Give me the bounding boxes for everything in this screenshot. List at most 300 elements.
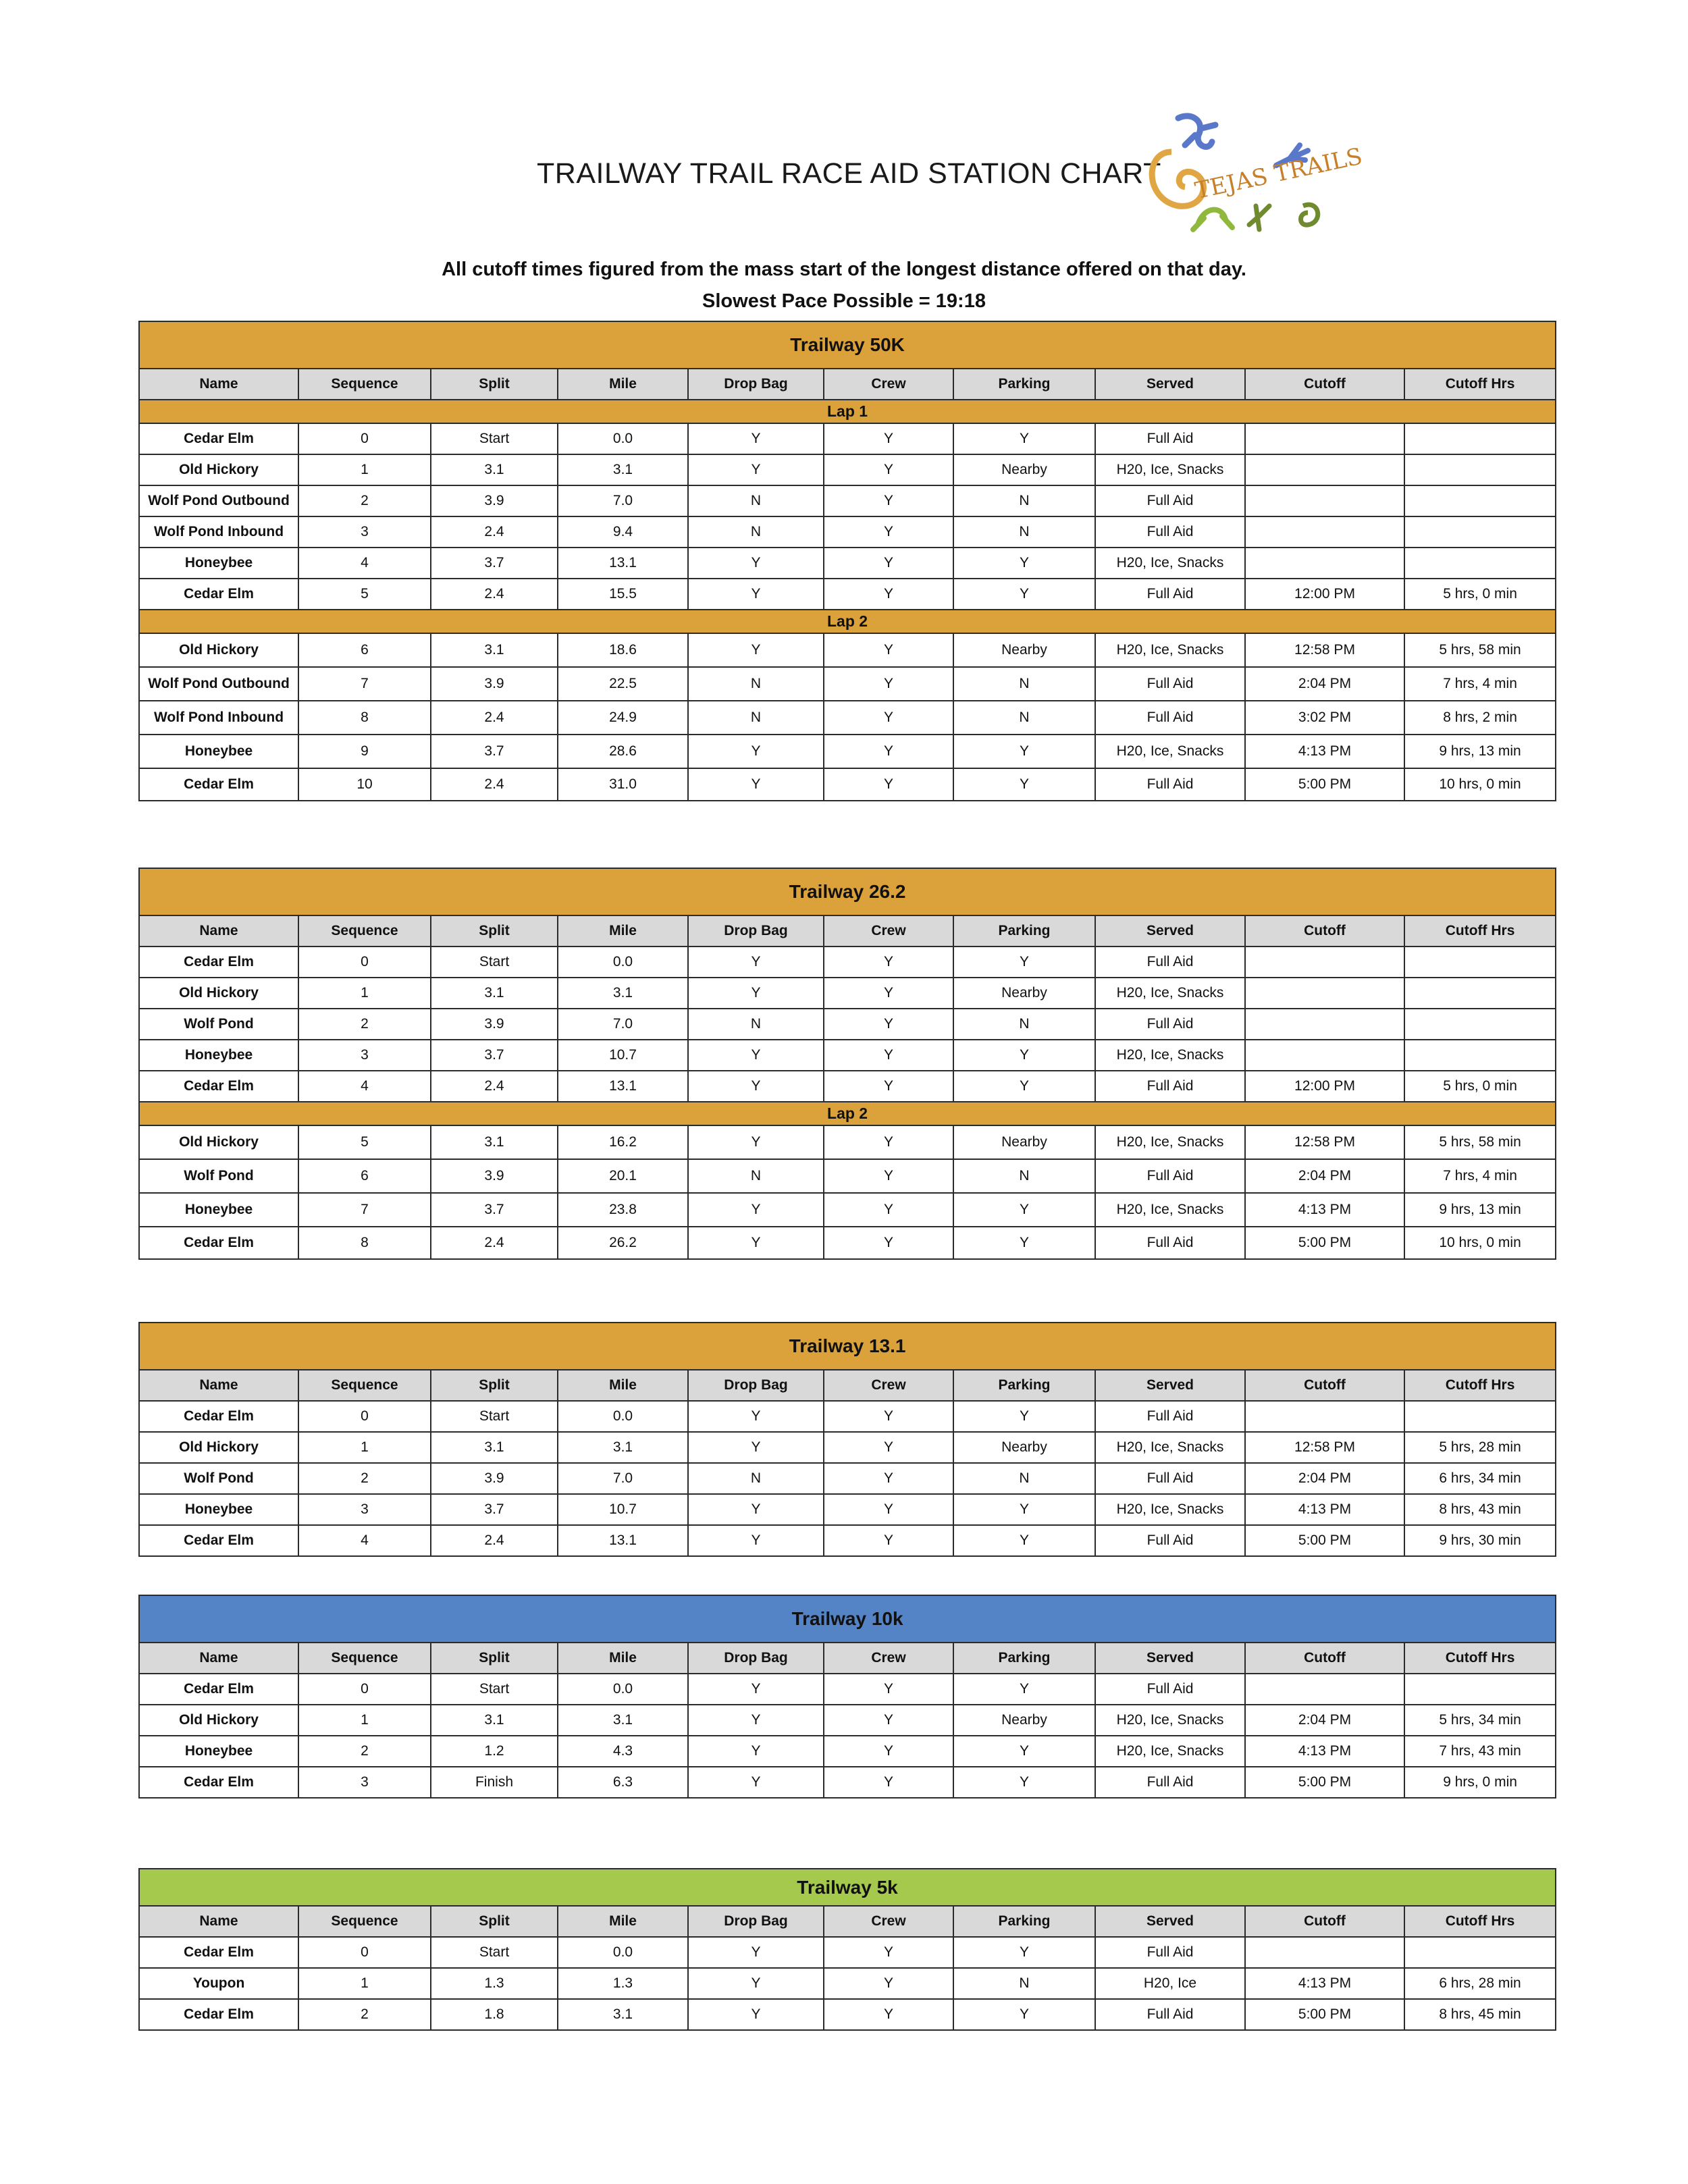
table-cell: [1404, 947, 1556, 978]
table-cell: 22.5: [558, 667, 688, 701]
station-name: Cedar Elm: [139, 1401, 298, 1432]
table-cell: Y: [824, 1009, 953, 1040]
table-cell: 10 hrs, 0 min: [1404, 1227, 1556, 1259]
column-header: Cutoff Hrs: [1404, 915, 1556, 947]
table-row: [139, 1494, 1556, 1525]
table-cell: 8 hrs, 45 min: [1404, 1999, 1556, 2030]
table-cell: H20, Ice, Snacks: [1095, 1432, 1245, 1463]
column-header: Mile: [558, 1643, 688, 1674]
table-cell: [1245, 423, 1404, 454]
table-cell: 3.7: [431, 735, 558, 768]
table-cell: Y: [688, 1494, 824, 1525]
column-header: Cutoff: [1245, 1370, 1404, 1401]
table-cell: Y: [688, 548, 824, 579]
station-name: Wolf Pond: [139, 1463, 298, 1494]
table-cell: Y: [824, 423, 953, 454]
table-row: [139, 1999, 1556, 2030]
column-header: Parking: [953, 1643, 1095, 1674]
table-cell: 3.9: [431, 1463, 558, 1494]
table-cell: Full Aid: [1095, 1674, 1245, 1705]
page-title: TRAILWAY TRAIL RACE AID STATION CHART: [537, 157, 1161, 190]
table-cell: Y: [824, 1401, 953, 1432]
table-cell: Y: [953, 768, 1095, 801]
table-cell: Y: [824, 1463, 953, 1494]
table-cell: Y: [824, 516, 953, 548]
table-cell: 5 hrs, 58 min: [1404, 633, 1556, 667]
table-cell: 12:00 PM: [1245, 579, 1404, 610]
column-header: Cutoff: [1245, 369, 1404, 400]
column-header: Cutoff: [1245, 915, 1404, 947]
table-row: [139, 1227, 1556, 1259]
table-row: [139, 978, 1556, 1009]
table-cell: Y: [824, 1494, 953, 1525]
table-cell: [1245, 1040, 1404, 1071]
table-cell: Y: [688, 579, 824, 610]
table-row: [139, 1525, 1556, 1556]
cutoff-note: All cutoff times figured from the mass start of the longest distance offered on that day.: [442, 259, 1246, 280]
table-cell: Y: [688, 735, 824, 768]
column-header: Sequence: [298, 369, 431, 400]
table-cell: Y: [953, 1525, 1095, 1556]
table-cell: Y: [953, 1193, 1095, 1227]
table-cell: Full Aid: [1095, 1463, 1245, 1494]
table-cell: H20, Ice, Snacks: [1095, 1193, 1245, 1227]
table-cell: H20, Ice, Snacks: [1095, 735, 1245, 768]
table-cell: Full Aid: [1095, 579, 1245, 610]
spiral-icon: [1301, 205, 1318, 225]
table-cell: 2: [298, 1736, 431, 1767]
table-cell: Y: [688, 1193, 824, 1227]
column-header: Name: [139, 915, 298, 947]
table-cell: 1.2: [431, 1736, 558, 1767]
table-cell: 3.1: [431, 1705, 558, 1736]
table-cell: Y: [688, 1125, 824, 1159]
lap-row: [139, 400, 1556, 423]
table-cell: 3.7: [431, 1494, 558, 1525]
column-header: Mile: [558, 915, 688, 947]
table-cell: 3.9: [431, 485, 558, 516]
table-cell: Y: [824, 735, 953, 768]
table-cell: 4.3: [558, 1736, 688, 1767]
table-cell: H20, Ice, Snacks: [1095, 548, 1245, 579]
station-name: Wolf Pond: [139, 1009, 298, 1040]
table-cell: Full Aid: [1095, 1937, 1245, 1968]
table-cell: 2:04 PM: [1245, 1705, 1404, 1736]
column-header: Drop Bag: [688, 1906, 824, 1937]
table-cell: Nearby: [953, 1705, 1095, 1736]
race-table-50k: [138, 321, 1556, 801]
table-row: [139, 1159, 1556, 1193]
race-title-row: [139, 868, 1556, 915]
column-header: Served: [1095, 1370, 1245, 1401]
table-cell: Y: [953, 1227, 1095, 1259]
table-cell: Y: [953, 1674, 1095, 1705]
table-cell: [1404, 485, 1556, 516]
column-header: Crew: [824, 1643, 953, 1674]
table-cell: 3.7: [431, 1193, 558, 1227]
table-cell: Y: [824, 667, 953, 701]
table-cell: Full Aid: [1095, 701, 1245, 735]
column-header: Cutoff Hrs: [1404, 369, 1556, 400]
station-name: Cedar Elm: [139, 1525, 298, 1556]
station-name: Cedar Elm: [139, 1071, 298, 1102]
table-cell: Y: [824, 1227, 953, 1259]
column-header: Name: [139, 369, 298, 400]
table-row: [139, 516, 1556, 548]
table-cell: 10 hrs, 0 min: [1404, 768, 1556, 801]
table-row: [139, 701, 1556, 735]
table-cell: 3.1: [431, 1432, 558, 1463]
table-cell: 1: [298, 978, 431, 1009]
column-header: Cutoff Hrs: [1404, 1370, 1556, 1401]
table-cell: Start: [431, 1674, 558, 1705]
table-cell: 5: [298, 579, 431, 610]
table-cell: Y: [688, 1040, 824, 1071]
table-cell: Y: [824, 1040, 953, 1071]
column-header: Drop Bag: [688, 369, 824, 400]
column-header-row: [139, 369, 1556, 400]
station-name: Wolf Pond Inbound: [139, 516, 298, 548]
column-header: Crew: [824, 1370, 953, 1401]
table-cell: [1245, 1009, 1404, 1040]
table-cell: [1245, 1401, 1404, 1432]
race-title: Trailway 13.1: [139, 1323, 1556, 1370]
table-cell: Finish: [431, 1767, 558, 1798]
table-cell: 7 hrs, 43 min: [1404, 1736, 1556, 1767]
table-cell: Start: [431, 947, 558, 978]
table-cell: Y: [688, 633, 824, 667]
table-cell: [1404, 1009, 1556, 1040]
table-cell: 5:00 PM: [1245, 1767, 1404, 1798]
lizard-icon: [1178, 116, 1215, 147]
table-row: [139, 454, 1556, 485]
table-cell: 2: [298, 1009, 431, 1040]
table-cell: Full Aid: [1095, 667, 1245, 701]
table-cell: Y: [824, 454, 953, 485]
table-cell: 3.1: [558, 978, 688, 1009]
table-cell: 0: [298, 947, 431, 978]
table-cell: 8: [298, 701, 431, 735]
table-row: [139, 1193, 1556, 1227]
table-cell: Y: [688, 1401, 824, 1432]
lap-row: [139, 1102, 1556, 1125]
table-row: [139, 485, 1556, 516]
table-cell: Y: [688, 454, 824, 485]
station-name: Cedar Elm: [139, 947, 298, 978]
table-row: [139, 423, 1556, 454]
figure-icon: [1249, 206, 1269, 230]
table-cell: 1.3: [431, 1968, 558, 1999]
table-cell: Full Aid: [1095, 1227, 1245, 1259]
table-cell: Nearby: [953, 454, 1095, 485]
table-cell: N: [953, 1159, 1095, 1193]
table-cell: Y: [953, 1999, 1095, 2030]
table-cell: Y: [824, 701, 953, 735]
table-cell: Full Aid: [1095, 485, 1245, 516]
table-cell: 3.1: [558, 1705, 688, 1736]
lap-label: Lap 2: [139, 610, 1556, 633]
column-header-row: [139, 1370, 1556, 1401]
table-cell: Y: [688, 1968, 824, 1999]
table-cell: Y: [688, 768, 824, 801]
table-cell: Y: [824, 1968, 953, 1999]
table-cell: H20, Ice: [1095, 1968, 1245, 1999]
table-cell: 9 hrs, 13 min: [1404, 735, 1556, 768]
table-cell: 2.4: [431, 579, 558, 610]
column-header: Crew: [824, 915, 953, 947]
table-cell: Full Aid: [1095, 516, 1245, 548]
table-cell: 7.0: [558, 485, 688, 516]
table-cell: N: [953, 667, 1095, 701]
table-cell: 10.7: [558, 1040, 688, 1071]
race-title-row: [139, 1869, 1556, 1906]
table-cell: [1404, 1401, 1556, 1432]
table-cell: 0.0: [558, 1401, 688, 1432]
table-cell: Y: [953, 1736, 1095, 1767]
table-cell: 2: [298, 485, 431, 516]
column-header: Drop Bag: [688, 1370, 824, 1401]
race-table-10k: [138, 1595, 1556, 1799]
table-cell: Full Aid: [1095, 1401, 1245, 1432]
table-cell: Y: [688, 423, 824, 454]
table-cell: Y: [824, 1937, 953, 1968]
logo-text: TEJAS TRAILS: [1192, 142, 1365, 205]
column-header-row: [139, 1643, 1556, 1674]
station-name: Cedar Elm: [139, 423, 298, 454]
table-cell: 3:02 PM: [1245, 701, 1404, 735]
table-cell: Y: [824, 1525, 953, 1556]
station-name: Cedar Elm: [139, 1767, 298, 1798]
table-cell: 7 hrs, 4 min: [1404, 1159, 1556, 1193]
table-cell: 1: [298, 1432, 431, 1463]
table-cell: N: [688, 516, 824, 548]
station-name: Old Hickory: [139, 1125, 298, 1159]
table-cell: Nearby: [953, 978, 1095, 1009]
column-header: Served: [1095, 1906, 1245, 1937]
lap-label: Lap 1: [139, 400, 1556, 423]
table-row: [139, 1736, 1556, 1767]
column-header: Sequence: [298, 1643, 431, 1674]
table-cell: Start: [431, 423, 558, 454]
table-cell: [1245, 947, 1404, 978]
table-cell: 3.7: [431, 1040, 558, 1071]
table-cell: 2:04 PM: [1245, 667, 1404, 701]
table-cell: Y: [824, 1705, 953, 1736]
table-cell: Y: [953, 1040, 1095, 1071]
table-cell: Y: [688, 1071, 824, 1102]
table-cell: Y: [688, 1736, 824, 1767]
table-cell: 2.4: [431, 1525, 558, 1556]
table-cell: 5:00 PM: [1245, 1525, 1404, 1556]
table-cell: [1404, 1040, 1556, 1071]
station-name: Old Hickory: [139, 978, 298, 1009]
table-cell: 31.0: [558, 768, 688, 801]
station-name: Cedar Elm: [139, 1227, 298, 1259]
table-cell: 2: [298, 1463, 431, 1494]
table-cell: 3.1: [431, 978, 558, 1009]
table-cell: Y: [953, 548, 1095, 579]
station-name: Wolf Pond Inbound: [139, 701, 298, 735]
race-table-13-1: [138, 1322, 1556, 1557]
table-cell: 2.4: [431, 1071, 558, 1102]
table-cell: Y: [688, 1227, 824, 1259]
table-cell: 4:13 PM: [1245, 1968, 1404, 1999]
station-name: Wolf Pond Outbound: [139, 485, 298, 516]
table-cell: Y: [824, 1432, 953, 1463]
table-cell: [1245, 516, 1404, 548]
table-cell: Y: [824, 947, 953, 978]
table-cell: 3.1: [558, 1999, 688, 2030]
column-header: Sequence: [298, 1370, 431, 1401]
table-cell: Nearby: [953, 1125, 1095, 1159]
column-header: Cutoff Hrs: [1404, 1906, 1556, 1937]
table-cell: N: [688, 485, 824, 516]
table-cell: Y: [824, 1159, 953, 1193]
table-cell: 3: [298, 1040, 431, 1071]
column-header: Split: [431, 1906, 558, 1937]
table-cell: 0: [298, 1937, 431, 1968]
table-cell: 1.3: [558, 1968, 688, 1999]
column-header: Parking: [953, 915, 1095, 947]
lap-label: Lap 2: [139, 1102, 1556, 1125]
table-cell: 5:00 PM: [1245, 1999, 1404, 2030]
table-cell: Nearby: [953, 1432, 1095, 1463]
column-header: Sequence: [298, 1906, 431, 1937]
table-cell: H20, Ice, Snacks: [1095, 454, 1245, 485]
table-cell: 26.2: [558, 1227, 688, 1259]
table-cell: [1404, 1937, 1556, 1968]
table-cell: 0.0: [558, 1674, 688, 1705]
lap-row: [139, 610, 1556, 633]
column-header: Drop Bag: [688, 915, 824, 947]
table-cell: 1: [298, 454, 431, 485]
table-cell: 9 hrs, 30 min: [1404, 1525, 1556, 1556]
table-cell: 3.7: [431, 548, 558, 579]
table-row: [139, 1009, 1556, 1040]
table-cell: 3.9: [431, 667, 558, 701]
table-cell: Y: [688, 978, 824, 1009]
table-cell: 8 hrs, 43 min: [1404, 1494, 1556, 1525]
station-name: Cedar Elm: [139, 1937, 298, 1968]
table-cell: 2.4: [431, 1227, 558, 1259]
table-cell: 7.0: [558, 1463, 688, 1494]
station-name: Cedar Elm: [139, 1999, 298, 2030]
table-cell: N: [953, 1009, 1095, 1040]
table-cell: [1245, 1937, 1404, 1968]
table-row: [139, 1767, 1556, 1798]
table-cell: Y: [824, 1736, 953, 1767]
table-cell: 13.1: [558, 1071, 688, 1102]
table-row: [139, 1674, 1556, 1705]
table-row: [139, 633, 1556, 667]
column-header: Parking: [953, 1370, 1095, 1401]
table-cell: N: [953, 1968, 1095, 1999]
table-cell: Full Aid: [1095, 1159, 1245, 1193]
table-cell: Full Aid: [1095, 423, 1245, 454]
column-header: Name: [139, 1370, 298, 1401]
column-header: Parking: [953, 369, 1095, 400]
station-name: Youpon: [139, 1968, 298, 1999]
table-cell: [1245, 485, 1404, 516]
table-cell: 4:13 PM: [1245, 1736, 1404, 1767]
table-cell: Start: [431, 1937, 558, 1968]
table-cell: [1404, 423, 1556, 454]
table-cell: 7.0: [558, 1009, 688, 1040]
column-header: Served: [1095, 1643, 1245, 1674]
column-header: Served: [1095, 369, 1245, 400]
table-cell: N: [953, 701, 1095, 735]
table-row: [139, 1125, 1556, 1159]
table-cell: N: [688, 1463, 824, 1494]
table-cell: Y: [824, 485, 953, 516]
race-title: Trailway 10k: [139, 1595, 1556, 1643]
table-cell: Y: [824, 978, 953, 1009]
table-cell: Y: [688, 1705, 824, 1736]
table-cell: 5 hrs, 0 min: [1404, 1071, 1556, 1102]
race-title: Trailway 26.2: [139, 868, 1556, 915]
table-cell: 0.0: [558, 1937, 688, 1968]
race-title: Trailway 5k: [139, 1869, 1556, 1906]
table-cell: 5:00 PM: [1245, 768, 1404, 801]
table-row: [139, 1968, 1556, 1999]
race-title-row: [139, 1595, 1556, 1643]
table-cell: Y: [824, 548, 953, 579]
table-cell: 13.1: [558, 1525, 688, 1556]
table-cell: 0.0: [558, 423, 688, 454]
column-header: Mile: [558, 369, 688, 400]
station-name: Cedar Elm: [139, 1674, 298, 1705]
table-cell: [1404, 454, 1556, 485]
column-header: Crew: [824, 1906, 953, 1937]
column-header: Split: [431, 1370, 558, 1401]
table-cell: Y: [824, 768, 953, 801]
table-row: [139, 1463, 1556, 1494]
table-cell: [1245, 978, 1404, 1009]
table-cell: [1245, 1674, 1404, 1705]
column-header: Served: [1095, 915, 1245, 947]
table-row: [139, 1040, 1556, 1071]
column-header: Name: [139, 1906, 298, 1937]
table-cell: Y: [688, 1937, 824, 1968]
table-cell: 3: [298, 1767, 431, 1798]
table-cell: 24.9: [558, 701, 688, 735]
table-cell: 28.6: [558, 735, 688, 768]
race-title-row: [139, 1323, 1556, 1370]
station-name: Honeybee: [139, 1494, 298, 1525]
table-cell: [1404, 516, 1556, 548]
column-header: Name: [139, 1643, 298, 1674]
station-name: Honeybee: [139, 735, 298, 768]
table-cell: H20, Ice, Snacks: [1095, 1705, 1245, 1736]
tejas-trails-logo: [1131, 105, 1365, 246]
table-cell: 9 hrs, 13 min: [1404, 1193, 1556, 1227]
station-name: Cedar Elm: [139, 768, 298, 801]
table-cell: H20, Ice, Snacks: [1095, 978, 1245, 1009]
table-row: [139, 1937, 1556, 1968]
table-cell: 5 hrs, 0 min: [1404, 579, 1556, 610]
table-cell: 13.1: [558, 548, 688, 579]
table-cell: 6: [298, 1159, 431, 1193]
table-cell: 6 hrs, 34 min: [1404, 1463, 1556, 1494]
station-name: Wolf Pond: [139, 1159, 298, 1193]
table-cell: 3.9: [431, 1009, 558, 1040]
table-cell: Full Aid: [1095, 947, 1245, 978]
column-header: Split: [431, 1643, 558, 1674]
table-cell: Y: [824, 1071, 953, 1102]
table-cell: Y: [688, 1767, 824, 1798]
table-cell: 1.8: [431, 1999, 558, 2030]
table-row: [139, 1401, 1556, 1432]
